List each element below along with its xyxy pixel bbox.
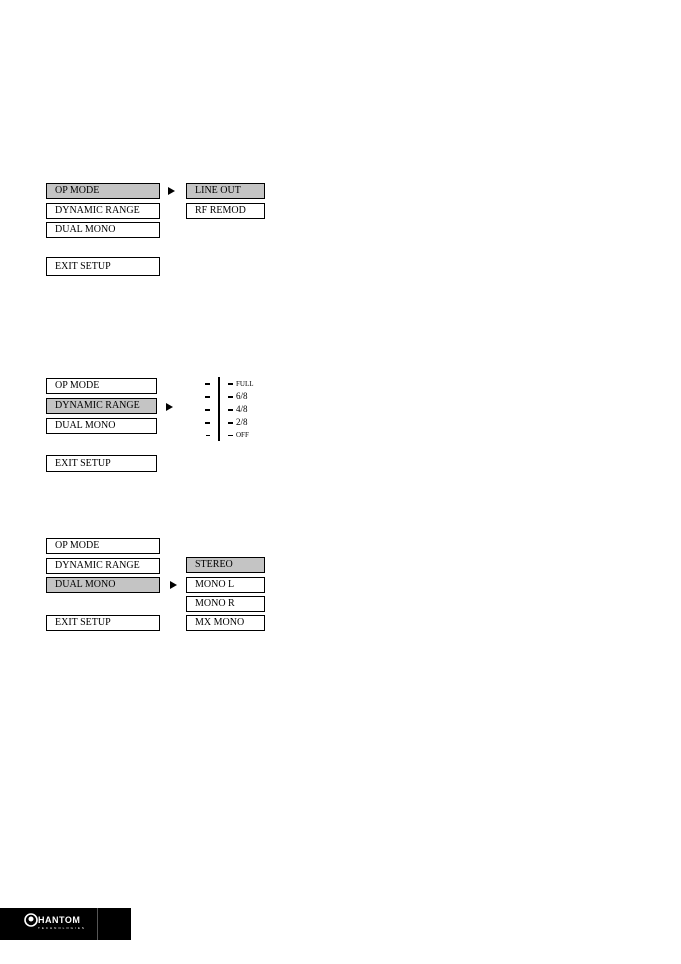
option-rf-remod[interactable]: RF REMOD [186, 203, 265, 219]
menu-item-dual-mono[interactable]: DUAL MONO [46, 577, 160, 593]
menu-item-op-mode[interactable]: OP MODE [46, 183, 160, 199]
scale-label-6-8: 6/8 [236, 391, 248, 401]
menu-item-op-mode[interactable]: OP MODE [46, 538, 160, 554]
option-line-out[interactable]: LINE OUT [186, 183, 265, 199]
scale-tick [228, 383, 233, 385]
scale-tick [228, 409, 233, 411]
brand-logo-icon [24, 913, 38, 927]
scale-tick [205, 422, 210, 424]
scale-bar [218, 377, 220, 441]
submenu-arrow-icon [166, 403, 173, 411]
brand-subtitle: TECHNOLOGIES [38, 926, 86, 930]
scale-label-off: OFF [236, 431, 249, 439]
menu-item-dual-mono[interactable]: DUAL MONO [46, 418, 157, 434]
scale-tick [205, 383, 210, 385]
option-mono-r[interactable]: MONO R [186, 596, 265, 612]
scale-tick [206, 435, 210, 436]
scale-label-4-8: 4/8 [236, 404, 248, 414]
scale-tick [205, 409, 210, 411]
scale-label-full: FULL [236, 380, 254, 388]
scale-tick [228, 396, 233, 398]
option-mx-mono[interactable]: MX MONO [186, 615, 265, 631]
submenu-arrow-icon [170, 581, 177, 589]
menu-item-dynamic-range[interactable]: DYNAMIC RANGE [46, 398, 157, 414]
scale-tick [228, 435, 233, 436]
menu-item-dual-mono[interactable]: DUAL MONO [46, 222, 160, 238]
menu-item-dynamic-range[interactable]: DYNAMIC RANGE [46, 558, 160, 574]
brand-name: HANTOM [38, 915, 81, 925]
menu-item-exit-setup[interactable]: EXIT SETUP [46, 455, 157, 472]
scale-tick [228, 422, 233, 424]
footer-divider [97, 908, 98, 940]
menu-item-op-mode[interactable]: OP MODE [46, 378, 157, 394]
option-mono-l[interactable]: MONO L [186, 577, 265, 593]
scale-tick [205, 396, 210, 398]
scale-label-2-8: 2/8 [236, 417, 248, 427]
menu-item-dynamic-range[interactable]: DYNAMIC RANGE [46, 203, 160, 219]
option-stereo[interactable]: STEREO [186, 557, 265, 573]
menu-item-exit-setup[interactable]: EXIT SETUP [46, 615, 160, 631]
menu-item-exit-setup[interactable]: EXIT SETUP [46, 257, 160, 276]
submenu-arrow-icon [168, 187, 175, 195]
